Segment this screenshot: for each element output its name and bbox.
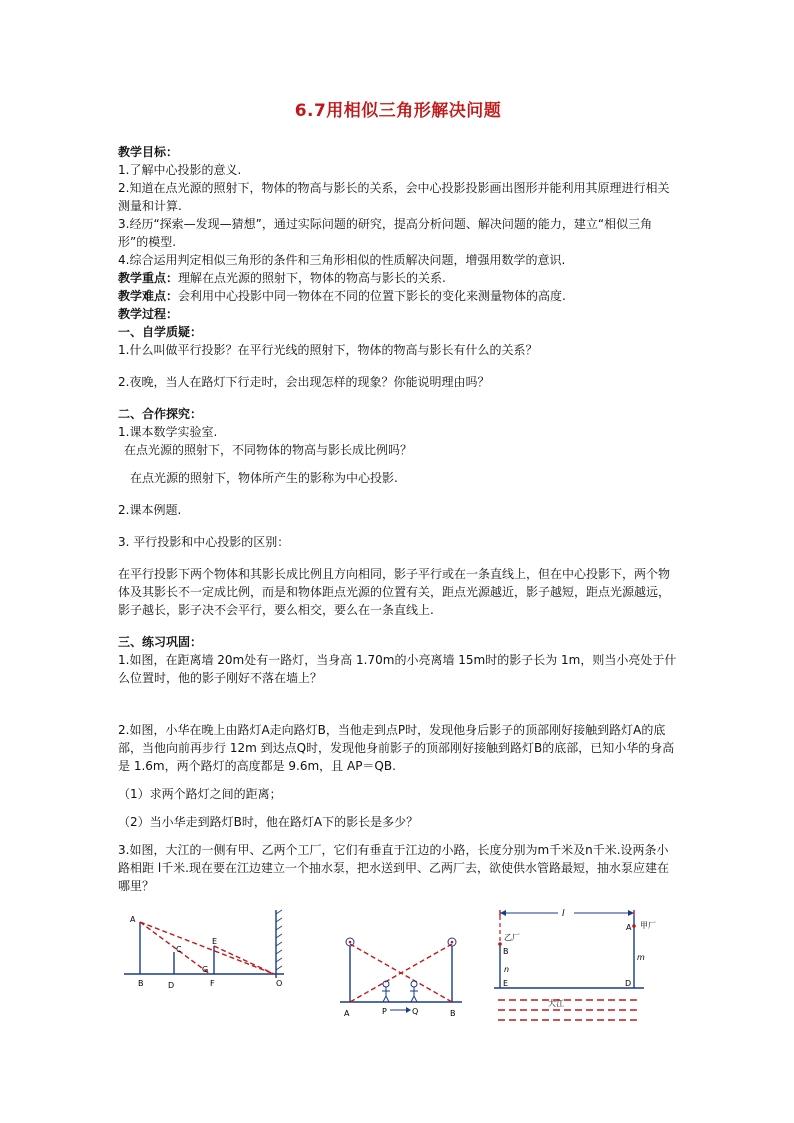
process-heading: 教学过程： [118,307,179,321]
fig3-point-b [498,942,502,946]
fig1-light-ray-3 [214,946,274,974]
objective-3: 3.经历“探索—发现—猜想”，通过实际问题的研究，提高分析问题、解决问题的能力，建立“相似三角形”的模型. [118,217,653,249]
fig1-wall-hatch [276,910,282,970]
exercise-3: 3.如图，大江的一侧有甲、乙两个工厂，它们有垂直于江边的小路，长度分别为m千米及n千米.设两条小路相距 l千米.现在要在江边建立一个抽水泵，把水送到甲、乙两厂去，欲使供水管路最短，抽水泵应建在哪里？ [118,843,669,893]
fig2-person-q-icon [410,981,418,1002]
section-2-heading: 二、合作探究： [118,407,203,421]
difficulty-label: 教学难点： [118,289,179,303]
fig2-lamp-b-bulb [451,941,454,944]
fig3-label-b: B [503,947,509,956]
fig3-label-e: E [503,979,509,988]
section-1-question-1: 1.什么叫做平行投影？在平行光线的照射下，物体的物高与影长有什么的关系？ [118,343,538,357]
page-title: 6.7用相似三角形解决问题 [294,101,502,121]
objectives-heading: 教学目标： [118,145,179,159]
fig3-label-l: l [562,909,565,919]
fig2-person-p-icon [382,981,390,1002]
fig1-label-o: O [276,979,283,988]
section-2-item-1-question: 在点光源的照射下，不同物体的物高与影长成比例吗？ [124,443,413,457]
fig1-label-d: D [168,981,175,990]
objective-2: 2.知道在点光源的照射下，物体的物高与影长的关系，会中心投影投影画出图形并能利用其原理进行相关测量和计算. [118,181,670,213]
figures-row [118,904,678,1034]
fig2-arrow-head-icon [406,1007,411,1013]
exercise-2-part-1: （1）求两个路灯之间的距离； [118,787,282,801]
fig3-label-d: D [625,979,632,988]
section-3-heading: 三、练习巩固： [118,635,203,649]
fig2-lamp-a-bulb [349,941,352,944]
exercise-2: 2.如图，小华在晚上由路灯A走向路灯B，当他走到点P时，发现他身后影子的顶部刚好接触到路灯A的底部，当他向前再步行 12m 到达点Q时，发现他身前影子的顶部刚好接触到路灯B的底部，已知小华的身高是 1.6m，两个路灯的高度都是 9.6m，且 AP＝QB. [118,723,675,773]
document-page [118,96,678,895]
fig1-label-b: B [138,979,144,988]
fig3-label-m: m [637,953,645,962]
fig3-label-jia: 甲厂 [640,921,656,930]
key-point-label: 教学重点： [118,271,179,285]
section-2-item-3-text: 在平行投影下两个物体和其影长成比例且方向相同，影子平行或在一条直线上，但在中心投影下，两个物体及其影长不一定成比例，而是和物体距点光源的位置有关，距点光源越近，影子越短，距点光源越远，影子越长，影子决不会平行，要么相交，要么在一条直线上. [118,567,671,617]
exercise-2-part-2: （2）当小华走到路灯B时，他在路灯A下的影长是多少？ [118,815,419,829]
fig2-label-a: A [344,1009,350,1018]
key-point [118,269,678,287]
figure-2-two-lamps [340,938,462,1018]
fig3-label-yi: 乙厂 [504,933,520,942]
figure-1-lamp-wall [124,910,284,990]
section-2-item-1: 1.课本数学实验室. [118,425,218,439]
fig3-label-river: 大江 [548,999,564,1008]
difficulty-point [118,287,678,305]
fig3-arrow-right-icon [628,910,634,916]
exercise-1: 1.如图，在距离墙 20m处有一路灯，当身高 1.70m的小亮离墙 15m时的影子长为 1m，则当小亮处于什么位置时，他的影子刚好不落在墙上？ [118,653,677,685]
fig2-label-b: B [450,1009,456,1018]
fig3-arrow-left-icon [500,910,506,916]
fig3-label-n: n [504,965,510,974]
section-2-item-1-definition: 在点光源的照射下，物体所产生的影称为中心投影. [130,471,398,485]
fig2-label-p: P [382,1007,387,1016]
fig1-label-c: C [176,945,182,954]
fig1-label-a: A [130,915,136,924]
key-point-text: 理解在点光源的照射下，物体的物高与影长的关系. [178,271,446,285]
section-1-heading: 一、自学质疑： [118,325,203,339]
figure-3-river-factories [494,909,656,1020]
fig1-label-e: E [212,937,218,946]
fig3-label-a: A [626,923,632,932]
fig1-label-g: G [202,965,209,974]
fig1-label-f: F [210,979,215,988]
objective-4: 4.综合运用判定相似三角形的条件和三角形相似的性质解决问题，增强用数学的意识. [118,253,566,267]
section-2-item-2: 2.课本例题. [118,503,182,517]
fig1-light-ray-2 [140,922,210,974]
difficulty-text: 会利用中心投影中同一物体在不同的位置下影长的变化来测量物体的高度. [178,289,566,303]
fig2-label-q: Q [412,1007,419,1016]
section-2-item-3: 3. 平行投影和中心投影的区别： [118,535,290,549]
objective-1: 1.了解中心投影的意义. [118,163,242,177]
fig3-point-a [632,924,636,928]
section-1-question-2: 2.夜晚，当人在路灯下行走时，会出现怎样的现象？你能说明理由吗？ [118,375,490,389]
